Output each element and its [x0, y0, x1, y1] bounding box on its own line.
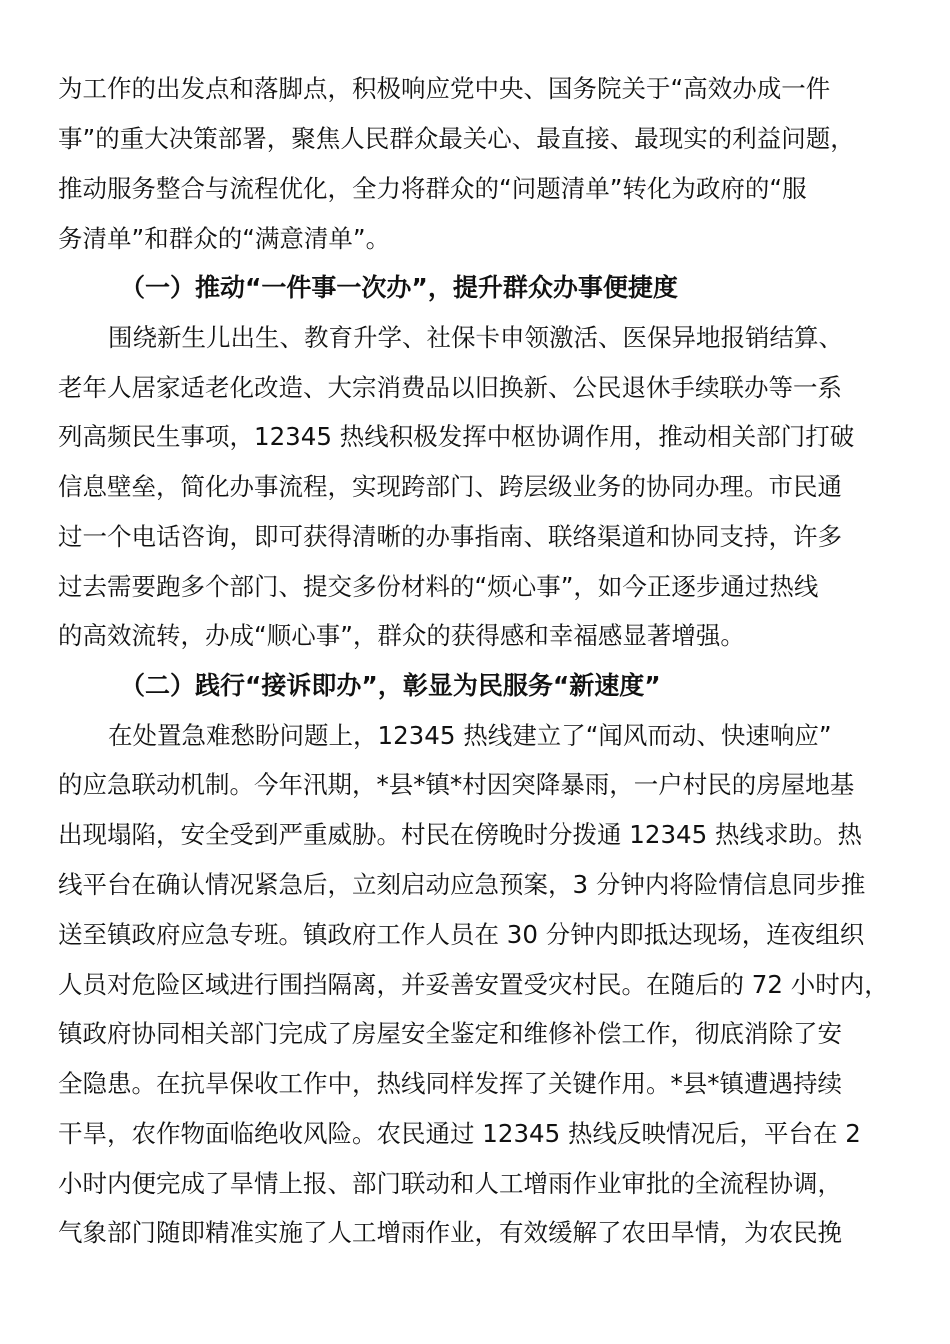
text-line: 全隐患。在抗旱保收工作中，热线同样发挥了关键作用。*县*镇遭遇持续: [58, 1069, 842, 1098]
text-line: 过一个电话咨询，即可获得清晰的办事指南、联络渠道和协同支持，许多: [58, 522, 842, 551]
text-line: 信息壁垒，简化办事流程，实现跨部门、跨层级业务的协同办理。市民通: [58, 472, 842, 501]
text-line: 的高效流转，办成“顺心事”，群众的获得感和幸福感显著增强。: [58, 621, 745, 650]
text-line: 出现塌陷，安全受到严重威胁。村民在傍晚时分拨通 12345 热线求助。热: [58, 820, 863, 849]
section-1-heading: （一）推动“一件事一次办”，提升群众办事便捷度: [120, 273, 678, 302]
text-line: 过去需要跑多个部门、提交多份材料的“烦心事”，如今正逐步通过热线: [58, 572, 819, 601]
section-2-heading: （二）践行“接诉即办”，彰显为民服务“新速度”: [120, 671, 661, 700]
text-line: 小时内便完成了旱情上报、部门联动和人工增雨作业审批的全流程协调，: [58, 1169, 842, 1198]
text-line: 线平台在确认情况紧急后，立刻启动应急预案，3 分钟内将险情信息同步推: [58, 870, 866, 899]
text-line: 人员对危险区域进行围挡隔离，并妥善安置受灾村民。在随后的 72 小时内，: [58, 970, 889, 999]
text-line: 为工作的出发点和落脚点，积极响应党中央、国务院关于“高效办成一件: [58, 74, 831, 103]
text-line: 务清单”和群众的“满意清单”。: [58, 224, 391, 253]
text-line: 在处置急难愁盼问题上，12345 热线建立了“闻风而动、快速响应”: [108, 721, 832, 750]
text-line: 干旱，农作物面临绝收风险。农民通过 12345 热线反映情况后，平台在 2: [58, 1119, 861, 1148]
text-line: 气象部门随即精准实施了人工增雨作业，有效缓解了农田旱情，为农民挽: [58, 1218, 842, 1247]
text-line: 的应急联动机制。今年汛期，*县*镇*村因突降暴雨，一户村民的房屋地基: [58, 770, 855, 799]
text-line: 推动服务整合与流程优化，全力将群众的“问题清单”转化为政府的“服: [58, 174, 807, 203]
text-line: 事”的重大决策部署，聚焦人民群众最关心、最直接、最现实的利益问题，: [58, 124, 855, 153]
text-line: 列高频民生事项，12345 热线积极发挥中枢协调作用，推动相关部门打破: [58, 422, 855, 451]
text-line: 镇政府协同相关部门完成了房屋安全鉴定和维修补偿工作，彻底消除了安: [58, 1019, 842, 1048]
text-line: 送至镇政府应急专班。镇政府工作人员在 30 分钟内即抵达现场，连夜组织: [58, 920, 865, 949]
text-line: 围绕新生儿出生、教育升学、社保卡申领激活、医保异地报销结算、: [108, 323, 843, 352]
text-line: 老年人居家适老化改造、大宗消费品以旧换新、公民退休手续联办等一系: [58, 373, 842, 402]
